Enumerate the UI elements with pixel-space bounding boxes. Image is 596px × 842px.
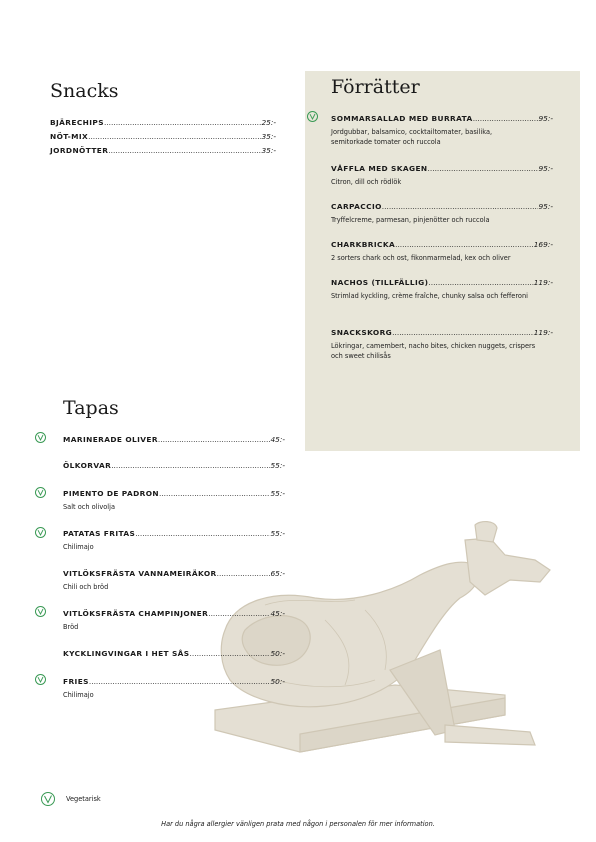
- forratter-item: [331, 202, 553, 225]
- forratter-description: Strimlad kyckling, crème fraîche, chunky salsa och fefferoni: [331, 292, 528, 300]
- tapas-description: Bröd: [63, 623, 79, 631]
- forratter-item: [331, 278, 553, 301]
- forratter-description: 2 sorters chark och ost, fikonmarmelad, kex och oliver: [331, 254, 511, 262]
- tapas-item: [63, 569, 285, 592]
- tapas-description: Salt och olivolja: [63, 503, 116, 511]
- forratter-name: CHARKBRICKA: [331, 240, 396, 249]
- snacks-heading: Snacks: [50, 80, 119, 102]
- forratter-description: Jordgubbar, balsamico, cocktailtomater, basilika, semitorkade tomater och ruccola: [331, 128, 493, 146]
- snack-price: 35:-: [261, 146, 276, 155]
- tapas-name: PIMENTO DE PADRON: [63, 489, 159, 498]
- vegetarian-icon: [35, 432, 46, 443]
- tapas-price: 55:-: [270, 489, 285, 498]
- vegetarian-icon: [307, 111, 318, 122]
- ham-illustration: [205, 520, 565, 760]
- forratter-price: 95:-: [538, 164, 553, 173]
- vegetarian-icon: [35, 606, 46, 617]
- snack-price: 25:-: [261, 118, 276, 127]
- forratter-item: [331, 164, 553, 187]
- snack-price: 35:-: [261, 132, 276, 141]
- tapas-item: [63, 435, 285, 444]
- tapas-description: Chilimajo: [63, 691, 94, 699]
- vegetarian-icon: [35, 487, 46, 498]
- forratter-price: 95:-: [538, 114, 553, 123]
- snack-item: [50, 118, 276, 127]
- forratter-heading: Förrätter: [331, 76, 420, 98]
- forratter-description: Tryffelcreme, parmesan, pinjenötter och ruccola: [331, 216, 490, 224]
- snack-name: BJÄRECHIPS: [50, 118, 104, 127]
- forratter-price: 119:-: [533, 328, 553, 337]
- tapas-price: 50:-: [270, 649, 285, 658]
- legend-label: Vegetarisk: [66, 795, 101, 803]
- tapas-item: [63, 677, 285, 700]
- forratter-price: 169:-: [533, 240, 553, 249]
- tapas-item: [63, 649, 285, 658]
- forratter-name: NACHOS (TILLFÄLLIG): [331, 278, 429, 287]
- forratter-price: 95:-: [538, 202, 553, 211]
- vegetarian-icon: [41, 792, 55, 806]
- tapas-name: FRIES: [63, 677, 89, 686]
- forratter-name: VÅFFLA MED SKAGEN: [331, 164, 428, 173]
- forratter-item: [331, 328, 553, 361]
- tapas-item: [63, 529, 285, 552]
- tapas-price: 55:-: [270, 529, 285, 538]
- tapas-item: [63, 461, 285, 470]
- vegetarian-icon: [35, 674, 46, 685]
- tapas-description: Chili och bröd: [63, 583, 109, 591]
- tapas-price: 50:-: [270, 677, 285, 686]
- tapas-price: 45:-: [270, 435, 285, 444]
- tapas-name: VITLÖKSFRÄSTA CHAMPINJONER: [63, 609, 209, 618]
- snack-item: [50, 132, 276, 141]
- tapas-description: Chilimajo: [63, 543, 94, 551]
- vegetarian-icon: [35, 527, 46, 538]
- tapas-name: VITLÖKSFRÄSTA VANNAMEIRÄKOR: [63, 569, 217, 578]
- forratter-description: Citron, dill och rödlök: [331, 178, 402, 186]
- tapas-price: 65:-: [270, 569, 285, 578]
- forratter-description: Lökringar, camembert, nacho bites, chicken nuggets, crispers och sweet chilisås: [331, 342, 536, 360]
- tapas-name: KYCKLINGVINGAR I HET SÅS: [63, 649, 190, 658]
- forratter-name: CARPACCIO: [331, 202, 382, 211]
- snack-name: NÖT-MIX: [50, 132, 89, 141]
- allergy-note: Har du några allergier vänligen prata med någon i personalen för mer information.: [161, 820, 435, 828]
- tapas-price: 55:-: [270, 461, 285, 470]
- forratter-name: SNACKSKORG: [331, 328, 393, 337]
- forratter-price: 119:-: [533, 278, 553, 287]
- tapas-item: [63, 609, 285, 632]
- tapas-price: 45:-: [270, 609, 285, 618]
- snack-item: [50, 146, 276, 155]
- tapas-name: ÖLKORVAR: [63, 461, 112, 470]
- forratter-name: SOMMARSALLAD MED BURRATA: [331, 114, 473, 123]
- tapas-heading: Tapas: [63, 397, 119, 419]
- forratter-item: [331, 240, 553, 263]
- tapas-name: PATATAS FRITAS: [63, 529, 136, 538]
- tapas-item: [63, 489, 285, 512]
- tapas-name: MARINERADE OLIVER: [63, 435, 158, 444]
- forratter-item: [331, 114, 553, 147]
- snack-name: JORDNÖTTER: [50, 146, 109, 155]
- vegetarian-legend: [41, 791, 241, 807]
